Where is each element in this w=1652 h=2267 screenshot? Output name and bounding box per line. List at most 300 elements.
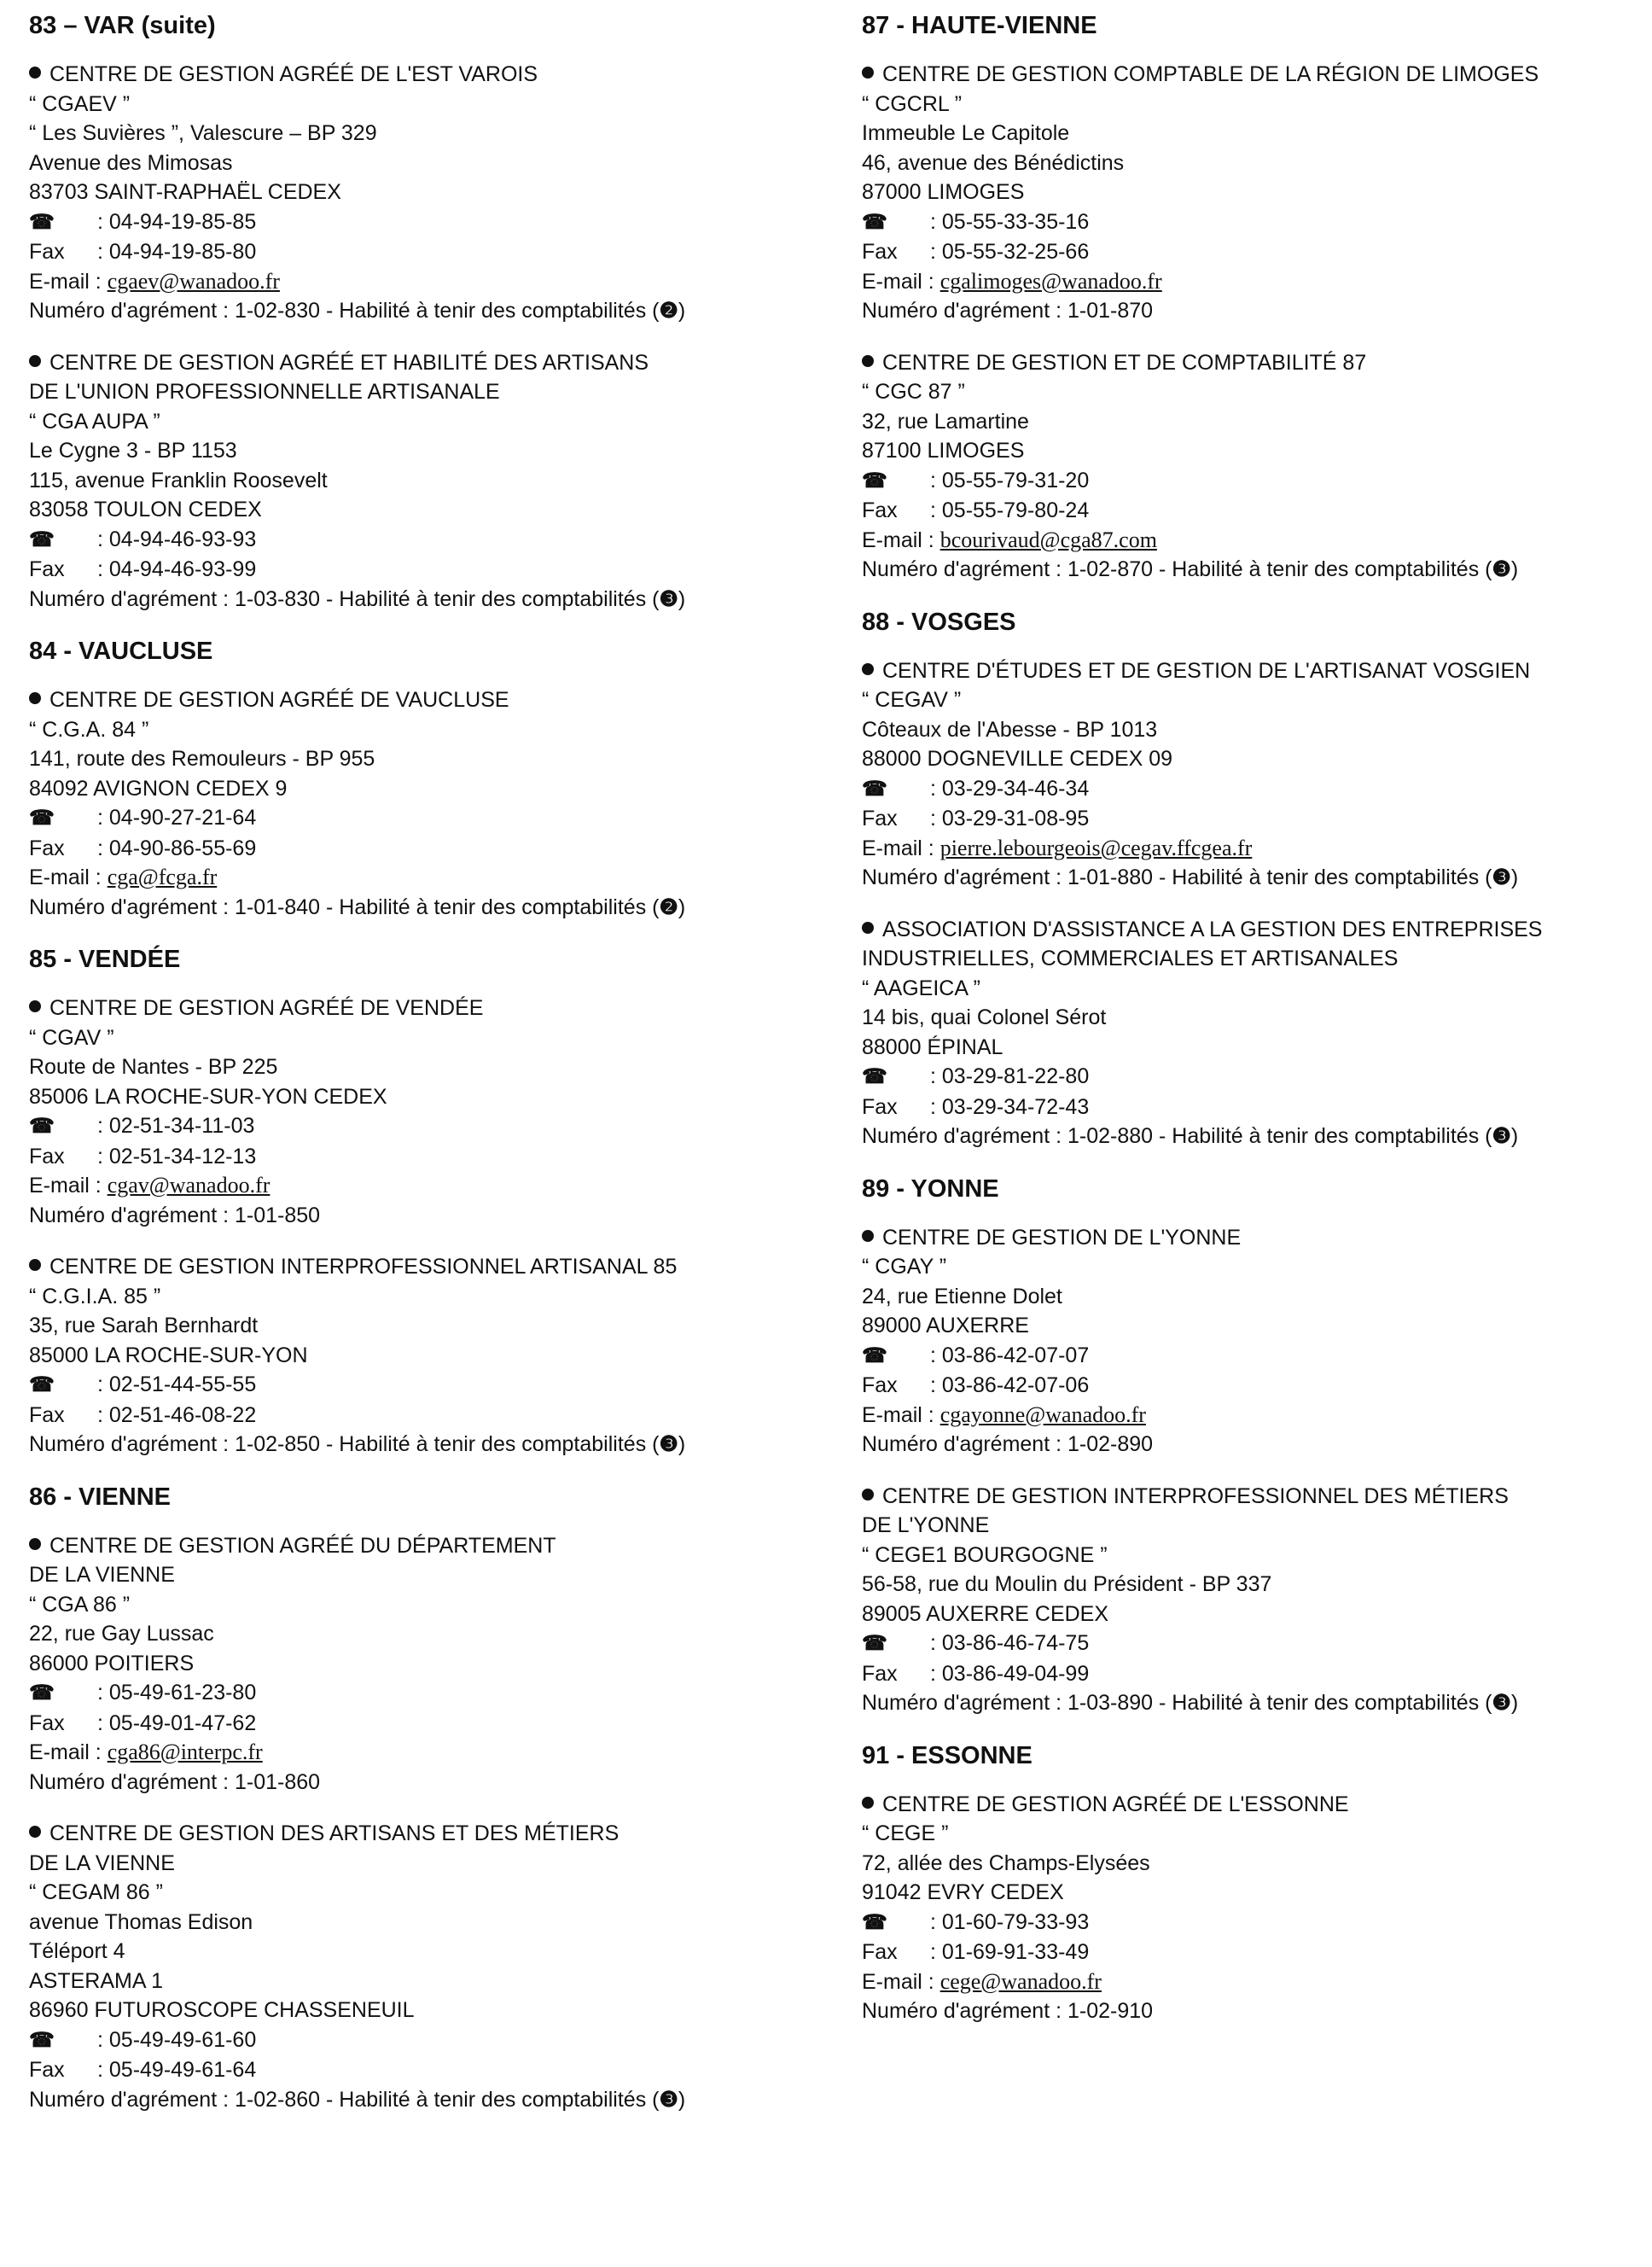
entry-name-line — [862, 944, 1638, 974]
phone-value: : 04-94-46-93-93 — [97, 527, 257, 551]
phone-line — [862, 466, 1638, 497]
bullet-icon — [29, 1538, 41, 1550]
bullet-icon — [29, 1259, 41, 1271]
phone-icon: ☎ — [862, 1632, 887, 1655]
directory-entry — [862, 915, 1638, 1151]
fax-label: Fax — [29, 2058, 65, 2082]
agrement-number: 1-02-870 — [1067, 557, 1154, 581]
phone-value: : 03-86-46-74-75 — [930, 1631, 1090, 1655]
agrement-number: 1-02-860 — [235, 2087, 321, 2112]
agrement-label: Numéro d'agrément : — [29, 895, 230, 919]
phone-line — [29, 207, 840, 238]
address-line: 32, rue Lamartine — [862, 409, 1029, 434]
phone-value: : 05-49-49-61-60 — [97, 2027, 257, 2052]
fax-label: Fax — [29, 1710, 65, 1735]
fax-line — [862, 804, 1638, 834]
directory-entry — [29, 994, 840, 1230]
address-line: 85000 LA ROCHE-SUR-YON — [29, 1343, 308, 1367]
email-link[interactable]: cga86@interpc.fr — [107, 1740, 263, 1764]
agrement-label: Numéro d'agrément : — [862, 557, 1062, 581]
fax-line — [862, 1371, 1638, 1401]
phone-value: : 05-55-79-31-20 — [930, 468, 1090, 492]
section-title: 89 - YONNE — [862, 1174, 999, 1203]
entry-acronym: “ CEGE1 BOURGOGNE ” — [862, 1542, 1108, 1567]
fax-line — [862, 1938, 1638, 1967]
entry-acronym: “ CEGE ” — [862, 1821, 949, 1845]
email-line — [862, 526, 1638, 556]
habilite-text: Habilité à tenir des comptabilités — [1172, 557, 1480, 581]
entry-name: CENTRE DE GESTION AGRÉÉ DE L'ESSONNE — [882, 1792, 1349, 1816]
fax-label: Fax — [29, 240, 65, 264]
address-line: Immeuble Le Capitole — [862, 121, 1070, 145]
directory-entry — [862, 1223, 1638, 1460]
entry-name: DE L'UNION PROFESSIONNELLE ARTISANALE — [29, 380, 500, 404]
entry-name-line — [29, 1819, 840, 1849]
fax-value: : 05-49-49-61-64 — [97, 2058, 257, 2082]
phone-icon: ☎ — [862, 1343, 887, 1367]
email-label: E-mail : — [862, 1402, 934, 1427]
agrement-line: Numéro d'agrément : 1-02-870 - Habilité à tenir des comptabilités (❸) — [862, 557, 1519, 581]
phone-icon: ☎ — [29, 527, 55, 551]
phone-line — [862, 1341, 1638, 1372]
email-link[interactable]: cga@fcga.fr — [107, 865, 218, 889]
address-line: 141, route des Remouleurs - BP 955 — [29, 747, 375, 771]
fax-label: Fax — [862, 1373, 898, 1397]
address-line: avenue Thomas Edison — [29, 1909, 253, 1934]
agrement-number: 1-02-880 — [1067, 1124, 1154, 1148]
email-link[interactable]: cgayonne@wanadoo.fr — [939, 1402, 1146, 1427]
entry-name-line — [862, 60, 1638, 90]
entry-acronym: “ CEGAM 86 ” — [29, 1880, 163, 1904]
entry-acronym: “ C.G.I.A. 85 ” — [29, 1284, 161, 1308]
phone-line — [862, 207, 1638, 238]
bullet-icon — [29, 67, 41, 79]
agrement-line — [862, 296, 1638, 326]
phone-value: : 04-90-27-21-64 — [97, 806, 257, 830]
email-line — [29, 267, 840, 297]
entry-name-line — [862, 656, 1638, 686]
fax-line — [29, 237, 840, 267]
bullet-icon — [862, 1230, 874, 1242]
phone-icon: ☎ — [862, 210, 887, 234]
phone-line — [29, 525, 840, 556]
phone-line — [29, 2025, 840, 2056]
habilite-mark-icon: ❸ — [1492, 865, 1511, 889]
habilite-mark-icon: ❸ — [1492, 1691, 1511, 1715]
fax-value: : 04-94-19-85-80 — [97, 240, 257, 264]
phone-line — [29, 803, 840, 834]
address-line: 89005 AUXERRE CEDEX — [862, 1601, 1109, 1626]
entry-name-line — [29, 377, 840, 407]
fax-line — [862, 237, 1638, 267]
agrement-line: Numéro d'agrément : 1-02-850 - Habilité à tenir des comptabilités (❸) — [29, 1432, 686, 1456]
fax-label: Fax — [862, 807, 898, 830]
agrement-number: 1-03-890 — [1067, 1691, 1154, 1715]
phone-value: : 05-49-61-23-80 — [97, 1681, 257, 1705]
phone-value: : 05-55-33-35-16 — [930, 209, 1090, 234]
entry-name-line — [29, 1560, 840, 1590]
address-line: Avenue des Mimosas — [29, 150, 233, 175]
entry-name-line — [29, 60, 840, 90]
agrement-number: 1-01-870 — [1067, 299, 1154, 323]
email-line — [862, 1967, 1638, 1997]
habilite-text: Habilité à tenir des comptabilités — [339, 299, 647, 323]
fax-value: : 04-90-86-55-69 — [97, 836, 257, 860]
phone-line — [862, 1629, 1638, 1659]
agrement-number: 1-02-850 — [235, 1432, 321, 1456]
directory-entry — [29, 1252, 840, 1460]
phone-line — [862, 774, 1638, 805]
agrement-label: Numéro d'agrément : — [862, 299, 1062, 323]
phone-icon: ☎ — [29, 210, 55, 234]
address-line: 56-58, rue du Moulin du Président - BP 337 — [862, 1572, 1272, 1596]
email-link[interactable]: pierre.lebourgeois@cegav.ffcgea.fr — [939, 835, 1253, 860]
habilite-mark-icon: ❸ — [1492, 557, 1511, 581]
phone-line — [29, 1111, 840, 1142]
entry-name-line — [862, 1223, 1638, 1253]
agrement-number: 1-02-890 — [1067, 1432, 1154, 1456]
email-label: E-mail : — [29, 865, 102, 889]
directory-entry — [862, 60, 1638, 326]
address-line: Route de Nantes - BP 225 — [29, 1055, 278, 1079]
address-line: 14 bis, quai Colonel Sérot — [862, 1005, 1107, 1029]
fax-label: Fax — [29, 1402, 65, 1427]
entry-name-line — [29, 348, 840, 378]
agrement-label: Numéro d'agrément : — [862, 1432, 1062, 1456]
bullet-icon — [29, 1826, 41, 1838]
agrement-line: Numéro d'agrément : 1-01-840 - Habilité à tenir des comptabilités (❷) — [29, 895, 686, 919]
email-line — [862, 834, 1638, 864]
fax-value: : 05-49-01-47-62 — [97, 1710, 257, 1735]
entry-name: CENTRE DE GESTION ET DE COMPTABILITÉ 87 — [882, 350, 1367, 375]
agrement-line: Numéro d'agrément : 1-03-830 - Habilité à tenir des comptabilités (❸) — [29, 586, 686, 611]
fax-value: : 03-29-34-72-43 — [930, 1094, 1090, 1119]
entry-name: CENTRE DE GESTION AGRÉÉ DU DÉPARTEMENT — [49, 1533, 556, 1558]
department-section — [862, 607, 1638, 1151]
entry-name-line — [862, 1482, 1638, 1512]
address-line: 22, rue Gay Lussac — [29, 1622, 214, 1646]
bullet-icon — [862, 922, 874, 934]
phone-value: : 03-29-34-46-34 — [930, 776, 1090, 801]
habilite-mark-icon: ❸ — [1492, 1124, 1511, 1148]
address-line: 86960 FUTUROSCOPE CHASSENEUIL — [29, 1998, 415, 2022]
fax-line — [862, 496, 1638, 526]
habilite-mark-icon: ❷ — [659, 299, 678, 323]
fax-value: : 05-55-79-80-24 — [930, 498, 1090, 522]
habilite-text: Habilité à tenir des comptabilités — [339, 2087, 647, 2112]
entry-name: CENTRE DE GESTION AGRÉÉ DE VENDÉE — [49, 996, 484, 1020]
entry-name: CENTRE DE GESTION AGRÉÉ DE VAUCLUSE — [49, 688, 509, 712]
agrement-number: 1-01-840 — [235, 895, 321, 919]
agrement-line: Numéro d'agrément : 1-02-860 - Habilité à tenir des comptabilités (❸) — [29, 2087, 686, 2112]
phone-icon: ☎ — [862, 777, 887, 801]
address-line: 87000 LIMOGES — [862, 180, 1025, 204]
agrement-number: 1-01-860 — [235, 1769, 321, 1794]
habilite-text: Habilité à tenir des comptabilités — [1172, 1691, 1480, 1715]
left-column — [29, 10, 840, 2136]
habilite-text: Habilité à tenir des comptabilités — [1172, 865, 1480, 889]
agrement-line — [29, 1201, 840, 1231]
habilite-mark-icon: ❸ — [659, 586, 678, 611]
address-line: 85006 LA ROCHE-SUR-YON CEDEX — [29, 1084, 387, 1109]
address-line: ASTERAMA 1 — [29, 1968, 163, 1993]
phone-value: : 01-60-79-33-93 — [930, 1909, 1090, 1934]
address-line: 83058 TOULON CEDEX — [29, 498, 262, 522]
phone-line — [29, 1678, 840, 1709]
agrement-label: Numéro d'agrément : — [862, 1691, 1062, 1715]
section-title: 85 - VENDÉE — [29, 946, 181, 973]
entry-acronym: “ CGCRL ” — [862, 91, 963, 116]
bullet-icon — [862, 1489, 874, 1501]
phone-value: : 03-86-42-07-07 — [930, 1343, 1090, 1367]
department-section — [862, 1174, 1638, 1718]
fax-label: Fax — [29, 836, 65, 860]
fax-line — [29, 1142, 840, 1172]
agrement-label: Numéro d'agrément : — [29, 1769, 230, 1794]
agrement-label: Numéro d'agrément : — [862, 865, 1062, 889]
entry-name: ASSOCIATION D'ASSISTANCE A LA GESTION DES ENTREPRISES — [882, 917, 1543, 941]
fax-value: : 04-94-46-93-99 — [97, 557, 257, 581]
habilite-text: Habilité à tenir des comptabilités — [339, 895, 647, 919]
fax-label: Fax — [862, 1940, 898, 1964]
bullet-icon — [29, 355, 41, 367]
agrement-label: Numéro d'agrément : — [29, 586, 230, 611]
fax-label: Fax — [29, 557, 65, 581]
address-line: 88000 DOGNEVILLE CEDEX 09 — [862, 747, 1173, 771]
entry-name: DE LA VIENNE — [29, 1563, 175, 1587]
right-column — [862, 10, 1638, 2048]
email-line — [862, 267, 1638, 297]
bullet-icon — [29, 692, 41, 704]
department-section — [862, 1740, 1638, 2026]
directory-entry — [862, 656, 1638, 893]
phone-value: : 02-51-34-11-03 — [97, 1114, 255, 1138]
entry-name: CENTRE DE GESTION DES ARTISANS ET DES MÉTIERS — [49, 1821, 620, 1845]
directory-entry — [29, 348, 840, 615]
phone-line — [862, 1062, 1638, 1093]
email-link[interactable]: cgalimoges@wanadoo.fr — [939, 268, 1162, 294]
fax-line — [29, 555, 840, 585]
entry-name-line — [862, 1790, 1638, 1820]
department-section — [29, 10, 840, 614]
fax-label: Fax — [29, 1144, 65, 1168]
agrement-number: 1-01-850 — [235, 1203, 321, 1227]
agrement-label: Numéro d'agrément : — [29, 2087, 230, 2112]
directory-entry — [29, 1819, 840, 2114]
agrement-line — [862, 1996, 1638, 2026]
phone-icon: ☎ — [29, 1681, 55, 1705]
entry-name: CENTRE DE GESTION AGRÉÉ ET HABILITÉ DES ARTISANS — [49, 350, 649, 375]
directory-entry — [862, 1790, 1638, 2026]
address-line: 89000 AUXERRE — [862, 1314, 1029, 1337]
entry-name-line — [862, 348, 1638, 378]
fax-label: Fax — [862, 240, 898, 264]
fax-value: : 02-51-34-12-13 — [97, 1144, 257, 1168]
email-label: E-mail : — [862, 836, 934, 860]
department-section — [29, 944, 840, 1460]
address-line: 88000 ÉPINAL — [862, 1034, 1003, 1059]
fax-value: : 03-86-49-04-99 — [930, 1661, 1090, 1686]
email-label: E-mail : — [29, 269, 102, 294]
entry-name-line — [862, 915, 1638, 945]
phone-icon: ☎ — [29, 2028, 55, 2052]
agrement-label: Numéro d'agrément : — [29, 299, 230, 323]
email-link[interactable]: cege@wanadoo.fr — [939, 1968, 1102, 1994]
agrement-number: 1-01-880 — [1067, 865, 1154, 889]
email-line — [29, 1171, 840, 1201]
directory-entry — [29, 1531, 840, 1798]
directory-entry — [29, 60, 840, 326]
phone-icon: ☎ — [29, 1373, 55, 1396]
phone-line — [29, 1370, 840, 1401]
phone-icon: ☎ — [862, 1065, 887, 1088]
habilite-text: Habilité à tenir des comptabilités — [339, 586, 647, 611]
habilite-mark-icon: ❸ — [659, 1432, 678, 1456]
directory-entry — [862, 348, 1638, 585]
agrement-line — [29, 1768, 840, 1798]
email-line — [29, 1738, 840, 1768]
entry-acronym: “ CGA AUPA ” — [29, 409, 160, 434]
address-line: 83703 SAINT-RAPHAËL CEDEX — [29, 180, 341, 204]
entry-name-line — [862, 1511, 1638, 1541]
agrement-label: Numéro d'agrément : — [29, 1203, 230, 1227]
entry-name: CENTRE DE GESTION INTERPROFESSIONNEL ARTISANAL 85 — [49, 1255, 678, 1279]
phone-value: : 03-29-81-22-80 — [930, 1064, 1090, 1088]
directory-entry — [862, 1482, 1638, 1718]
address-line: 35, rue Sarah Bernhardt — [29, 1314, 259, 1337]
department-section — [29, 636, 840, 922]
email-line — [29, 863, 840, 893]
agrement-label: Numéro d'agrément : — [29, 1432, 230, 1456]
fax-line — [29, 1401, 840, 1431]
entry-name-line — [29, 685, 840, 715]
habilite-mark-icon: ❸ — [659, 2087, 678, 2112]
email-label: E-mail : — [862, 269, 934, 294]
address-line: 84092 AVIGNON CEDEX 9 — [29, 776, 288, 801]
phone-icon: ☎ — [29, 807, 55, 830]
address-line: 115, avenue Franklin Roosevelt — [29, 468, 328, 492]
fax-label: Fax — [862, 498, 898, 522]
fax-line — [862, 1659, 1638, 1689]
address-line: 86000 POITIERS — [29, 1651, 195, 1675]
entry-name: DE LA VIENNE — [29, 1850, 175, 1875]
address-line: “ Les Suvières ”, Valescure – BP 329 — [29, 121, 377, 145]
address-line: 72, allée des Champs-Elysées — [862, 1850, 1150, 1875]
email-link[interactable]: bcourivaud@cga87.com — [939, 527, 1157, 552]
directory-entry — [29, 685, 840, 922]
habilite-text: Habilité à tenir des comptabilités — [1172, 1124, 1480, 1148]
email-label: E-mail : — [29, 1174, 102, 1198]
entry-acronym: “ CGAY ” — [862, 1255, 947, 1279]
agrement-label: Numéro d'agrément : — [862, 1124, 1062, 1148]
email-label: E-mail : — [862, 1969, 934, 1994]
section-title: 86 - VIENNE — [29, 1483, 171, 1511]
entry-name: CENTRE DE GESTION INTERPROFESSIONNEL DES MÉTIERS — [882, 1483, 1509, 1508]
bullet-icon — [862, 1797, 874, 1809]
entry-name: DE L'YONNE — [862, 1513, 990, 1537]
entry-acronym: “ CGA 86 ” — [29, 1592, 131, 1617]
entry-acronym: “ C.G.A. 84 ” — [29, 717, 149, 742]
fax-value: : 02-51-46-08-22 — [97, 1402, 257, 1427]
email-label: E-mail : — [862, 527, 934, 552]
address-line: 46, avenue des Bénédictins — [862, 150, 1125, 175]
address-line: 24, rue Etienne Dolet — [862, 1284, 1062, 1308]
section-title: 91 - ESSONNE — [862, 1741, 1032, 1769]
fax-line — [29, 2055, 840, 2085]
fax-value: : 03-86-42-07-06 — [930, 1373, 1090, 1397]
agrement-line — [862, 1430, 1638, 1460]
entry-name: CENTRE DE GESTION COMPTABLE DE LA RÉGION DE LIMOGES — [882, 62, 1539, 86]
fax-value: : 03-29-31-08-95 — [930, 807, 1090, 830]
entry-name-line — [29, 1531, 840, 1561]
entry-name-line — [29, 1252, 840, 1282]
entry-name-line — [29, 1849, 840, 1879]
phone-icon: ☎ — [862, 1910, 887, 1934]
entry-name: CENTRE DE GESTION AGRÉÉ DE L'EST VAROIS — [49, 62, 538, 86]
entry-acronym: “ CGAEV ” — [29, 91, 131, 116]
agrement-line: Numéro d'agrément : 1-02-880 - Habilité à tenir des comptabilités (❸) — [862, 1124, 1519, 1148]
email-label: E-mail : — [29, 1740, 102, 1764]
entry-name: CENTRE D'ÉTUDES ET DE GESTION DE L'ARTISANAT VOSGIEN — [882, 658, 1531, 683]
email-line — [862, 1401, 1638, 1431]
agrement-label: Numéro d'agrément : — [862, 1999, 1062, 2023]
bullet-icon — [29, 1000, 41, 1012]
phone-value: : 02-51-44-55-55 — [97, 1372, 257, 1396]
agrement-number: 1-02-910 — [1067, 1999, 1154, 2023]
habilite-mark-icon: ❷ — [659, 895, 678, 919]
section-title: 84 - VAUCLUSE — [29, 638, 213, 665]
address-line: Le Cygne 3 - BP 1153 — [29, 439, 237, 463]
bullet-icon — [862, 355, 874, 367]
address-line: 91042 EVRY CEDEX — [862, 1880, 1064, 1904]
entry-acronym: “ CGAV ” — [29, 1025, 114, 1050]
email-link[interactable]: cgaev@wanadoo.fr — [107, 268, 280, 294]
department-section — [862, 10, 1638, 585]
agrement-number: 1-02-830 — [235, 299, 321, 323]
fax-value: : 05-55-32-25-66 — [930, 240, 1090, 264]
entry-acronym: “ CGC 87 ” — [862, 380, 965, 404]
agrement-number: 1-03-830 — [235, 586, 321, 611]
section-title: 88 - VOSGES — [862, 608, 1016, 636]
fax-label: Fax — [862, 1094, 898, 1119]
bullet-icon — [862, 663, 874, 675]
phone-icon: ☎ — [29, 1115, 55, 1138]
phone-line — [862, 1908, 1638, 1938]
fax-line — [862, 1093, 1638, 1122]
email-link[interactable]: cgav@wanadoo.fr — [107, 1173, 270, 1198]
phone-icon: ☎ — [862, 469, 887, 492]
phone-value: : 04-94-19-85-85 — [97, 209, 257, 234]
bullet-icon — [862, 67, 874, 79]
entry-acronym: “ CEGAV ” — [862, 688, 962, 712]
agrement-line: Numéro d'agrément : 1-03-890 - Habilité à tenir des comptabilités (❸) — [862, 1691, 1519, 1715]
fax-line — [29, 1709, 840, 1739]
address-line: 87100 LIMOGES — [862, 439, 1025, 463]
entry-name-line — [29, 994, 840, 1023]
agrement-line: Numéro d'agrément : 1-02-830 - Habilité à tenir des comptabilités (❷) — [29, 299, 686, 323]
agrement-line: Numéro d'agrément : 1-01-880 - Habilité à tenir des comptabilités (❸) — [862, 865, 1519, 889]
fax-value: : 01-69-91-33-49 — [930, 1940, 1090, 1964]
entry-name: CENTRE DE GESTION DE L'YONNE — [882, 1225, 1242, 1250]
entry-name: INDUSTRIELLES, COMMERCIALES ET ARTISANALES — [862, 947, 1399, 970]
section-title: 83 – VAR (suite) — [29, 12, 216, 39]
entry-acronym: “ AAGEICA ” — [862, 976, 980, 1000]
habilite-text: Habilité à tenir des comptabilités — [339, 1432, 647, 1456]
address-line: Côteaux de l'Abesse - BP 1013 — [862, 717, 1158, 742]
section-title: 87 - HAUTE-VIENNE — [862, 12, 1097, 39]
address-line: Téléport 4 — [29, 1939, 125, 1963]
fax-label: Fax — [862, 1661, 898, 1686]
